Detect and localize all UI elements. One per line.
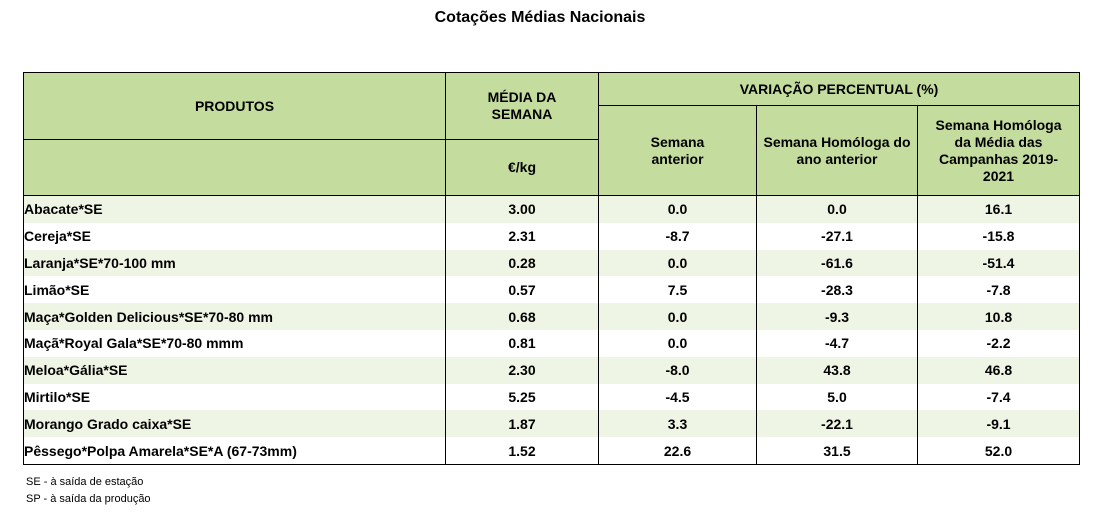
prices-table: [23, 72, 1080, 465]
cell-produto: Maçã*Royal Gala*SE*70-80 mmm: [24, 330, 446, 357]
cell-semana-anterior: 0.0: [599, 303, 757, 330]
header-homologa-media-campanhas: Semana Homóloga da Média das Campanhas 2019-2021: [918, 106, 1080, 196]
cell-homologa-ano: 43.8: [757, 357, 918, 384]
cell-homologa-ano: 31.5: [757, 437, 918, 464]
header-unit: €/kg: [446, 140, 599, 196]
cell-media: 1.87: [446, 410, 599, 437]
cell-homologa-ano: -61.6: [757, 250, 918, 277]
header-variacao-percentual: VARIAÇÃO PERCENTUAL (%): [599, 73, 1080, 106]
cell-semana-anterior: -8.7: [599, 223, 757, 250]
cell-media: 0.28: [446, 250, 599, 277]
cell-homologa-media: 52.0: [918, 437, 1080, 464]
cell-homologa-media: -51.4: [918, 250, 1080, 277]
table-row: [24, 410, 1080, 437]
cell-homologa-media: 46.8: [918, 357, 1080, 384]
cell-homologa-ano: -9.3: [757, 303, 918, 330]
cell-semana-anterior: -8.0: [599, 357, 757, 384]
cell-semana-anterior: 0.0: [599, 330, 757, 357]
cell-homologa-media: 10.8: [918, 303, 1080, 330]
cell-media: 0.57: [446, 276, 599, 303]
header-produtos: PRODUTOS: [24, 73, 446, 140]
cell-homologa-media: 16.1: [918, 196, 1080, 223]
cell-semana-anterior: -4.5: [599, 384, 757, 411]
cell-homologa-ano: 0.0: [757, 196, 918, 223]
cell-semana-anterior: 7.5: [599, 276, 757, 303]
footnote-se: SE - à saída de estação: [26, 476, 144, 488]
table-row: [24, 276, 1080, 303]
cell-media: 3.00: [446, 196, 599, 223]
header-media-semana: MÉDIA DA SEMANA: [446, 73, 599, 140]
table-row: [24, 303, 1080, 330]
cell-semana-anterior: 0.0: [599, 250, 757, 277]
table-row: [24, 437, 1080, 464]
cell-semana-anterior: 3.3: [599, 410, 757, 437]
footnotes: [26, 474, 151, 508]
cell-semana-anterior: 0.0: [599, 196, 757, 223]
cell-media: 0.68: [446, 303, 599, 330]
cell-media: 2.30: [446, 357, 599, 384]
cell-produto: Abacate*SE: [24, 196, 446, 223]
cell-homologa-ano: 5.0: [757, 384, 918, 411]
cell-produto: Pêssego*Polpa Amarela*SE*A (67-73mm): [24, 437, 446, 464]
cell-homologa-ano: -27.1: [757, 223, 918, 250]
cell-media: 0.81: [446, 330, 599, 357]
header-produtos-spacer: [24, 140, 446, 196]
cell-homologa-media: -7.8: [918, 276, 1080, 303]
cell-homologa-media: -7.4: [918, 384, 1080, 411]
table-row: [24, 196, 1080, 223]
cell-homologa-media: -9.1: [918, 410, 1080, 437]
footnote-sp: SP - à saída da produção: [26, 493, 151, 505]
cell-produto: Morango Grado caixa*SE: [24, 410, 446, 437]
page-title: Cotações Médias Nacionais: [434, 9, 646, 26]
cell-produto: Meloa*Gália*SE: [24, 357, 446, 384]
cell-media: 2.31: [446, 223, 599, 250]
table-row: [24, 330, 1080, 357]
table-row: [24, 357, 1080, 384]
table-row: [24, 384, 1080, 411]
table-row: [24, 223, 1080, 250]
cell-homologa-media: -15.8: [918, 223, 1080, 250]
cell-homologa-ano: -22.1: [757, 410, 918, 437]
cell-media: 5.25: [446, 384, 599, 411]
table-row: [24, 250, 1080, 277]
cell-produto: Maça*Golden Delicious*SE*70-80 mm: [24, 303, 446, 330]
cell-semana-anterior: 22.6: [599, 437, 757, 464]
cell-media: 1.52: [446, 437, 599, 464]
cell-homologa-ano: -28.3: [757, 276, 918, 303]
cell-produto: Cereja*SE: [24, 223, 446, 250]
header-semana-anterior: Semana anterior: [599, 106, 757, 196]
cell-homologa-media: -2.2: [918, 330, 1080, 357]
cell-produto: Laranja*SE*70-100 mm: [24, 250, 446, 277]
header-homologa-ano-anterior: Semana Homóloga do ano anterior: [757, 106, 918, 196]
cell-produto: Limão*SE: [24, 276, 446, 303]
cell-produto: Mirtilo*SE: [24, 384, 446, 411]
cell-homologa-ano: -4.7: [757, 330, 918, 357]
